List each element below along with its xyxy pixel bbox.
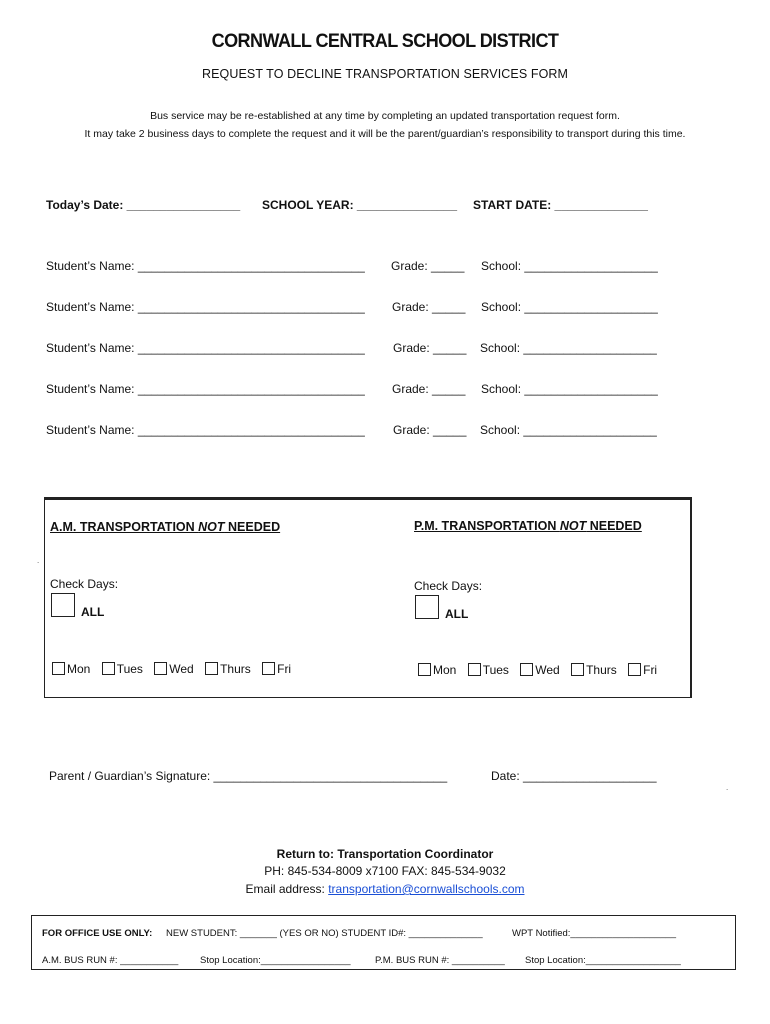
student-name-field[interactable]: Student’s Name: __________________________________ [46,382,365,396]
guardian-signature-field[interactable]: Parent / Guardian’s Signature: ___________________________________ [49,769,448,783]
pm-wed-checkbox[interactable] [520,663,533,676]
pm-tues-checkbox[interactable] [468,663,481,676]
am-thurs-checkbox[interactable] [205,662,218,675]
pm-fri-checkbox[interactable] [628,663,641,676]
pm-thurs[interactable]: Thurs [571,663,617,677]
am-bus-run-field[interactable]: A.M. BUS RUN #: ___________ [42,955,179,966]
email-link[interactable]: transportation@cornwallschools.com [328,882,525,896]
am-mon[interactable]: Mon [52,662,90,676]
pm-tues[interactable]: Tues [468,663,509,677]
school-field[interactable]: School: ____________________ [481,259,658,273]
pm-section-title: P.M. TRANSPORTATION NOT NEEDED [414,519,642,533]
am-mon-checkbox[interactable] [52,662,65,675]
stray-mark: . [37,556,40,565]
instruction-note-1: Bus service may be re-established at any time by completing an updated transportation request form. [150,110,620,122]
wpt-notified-field[interactable]: WPT Notified:____________________ [512,928,677,939]
stray-mark: . [726,783,729,792]
am-check-days-label: Check Days: [50,577,119,591]
pm-mon[interactable]: Mon [418,663,456,677]
grade-field[interactable]: Grade: _____ [392,300,466,314]
new-student-id-field[interactable]: NEW STUDENT: _______ (YES OR NO) STUDENT ID#: ______________ [166,928,483,939]
pm-bus-run-field[interactable]: P.M. BUS RUN #: __________ [375,955,505,966]
school-field[interactable]: School: ____________________ [480,423,657,437]
am-fri-checkbox[interactable] [262,662,275,675]
am-all-label: ALL [81,605,105,619]
school-field[interactable]: School: ____________________ [481,382,658,396]
form-subtitle: REQUEST TO DECLINE TRANSPORTATION SERVICES FORM [201,67,569,81]
am-all-checkbox[interactable] [51,593,75,617]
am-tues[interactable]: Tues [102,662,143,676]
contact-phone-fax: PH: 845-534-8009 x7100 FAX: 845-534-9032 [264,864,506,878]
grade-field[interactable]: Grade: _____ [393,423,467,437]
am-stop-location-field[interactable]: Stop Location:_________________ [200,955,351,966]
return-to-heading: Return to: Transportation Coordinator [276,847,494,861]
student-name-field[interactable]: Student’s Name: __________________________________ [46,259,365,273]
pm-mon-checkbox[interactable] [418,663,431,676]
pm-day-checkboxes [418,663,665,677]
grade-field[interactable]: Grade: _____ [391,259,465,273]
school-field[interactable]: School: ____________________ [480,341,657,355]
am-fri[interactable]: Fri [262,662,291,676]
am-section-title: A.M. TRANSPORTATION NOT NEEDED [50,520,281,534]
pm-thurs-checkbox[interactable] [571,663,584,676]
pm-stop-location-field[interactable]: Stop Location:__________________ [525,955,681,966]
am-tues-checkbox[interactable] [102,662,115,675]
pm-check-days-label: Check Days: [414,579,483,593]
pm-wed[interactable]: Wed [520,663,559,677]
pm-fri[interactable]: Fri [628,663,657,677]
office-use-label: FOR OFFICE USE ONLY: [42,928,153,939]
pm-all-label: ALL [445,607,469,621]
school-field[interactable]: School: ____________________ [481,300,658,314]
instruction-note-2: It may take 2 business days to complete the request and it will be the parent/guardian’s responsibility to transport during this time. [84,128,686,140]
start-date-field[interactable]: START DATE: ______________ [473,198,648,212]
grade-field[interactable]: Grade: _____ [392,382,466,396]
student-name-field[interactable]: Student’s Name: __________________________________ [46,341,365,355]
school-year-field[interactable]: SCHOOL YEAR: _______________ [262,198,458,212]
am-thurs[interactable]: Thurs [205,662,251,676]
grade-field[interactable]: Grade: _____ [393,341,467,355]
contact-email-line: Email address: transportation@cornwallschools.com [245,882,525,896]
signature-date-field[interactable]: Date: ____________________ [491,769,657,783]
student-name-field[interactable]: Student’s Name: __________________________________ [46,300,365,314]
pm-all-checkbox[interactable] [415,595,439,619]
form-title: CORNWALL CENTRAL SCHOOL DISTRICT [211,31,559,52]
todays-date-field[interactable]: Today’s Date: _________________ [46,198,241,212]
am-wed-checkbox[interactable] [154,662,167,675]
am-wed[interactable]: Wed [154,662,193,676]
am-day-checkboxes [52,662,299,676]
student-name-field[interactable]: Student’s Name: __________________________________ [46,423,365,437]
